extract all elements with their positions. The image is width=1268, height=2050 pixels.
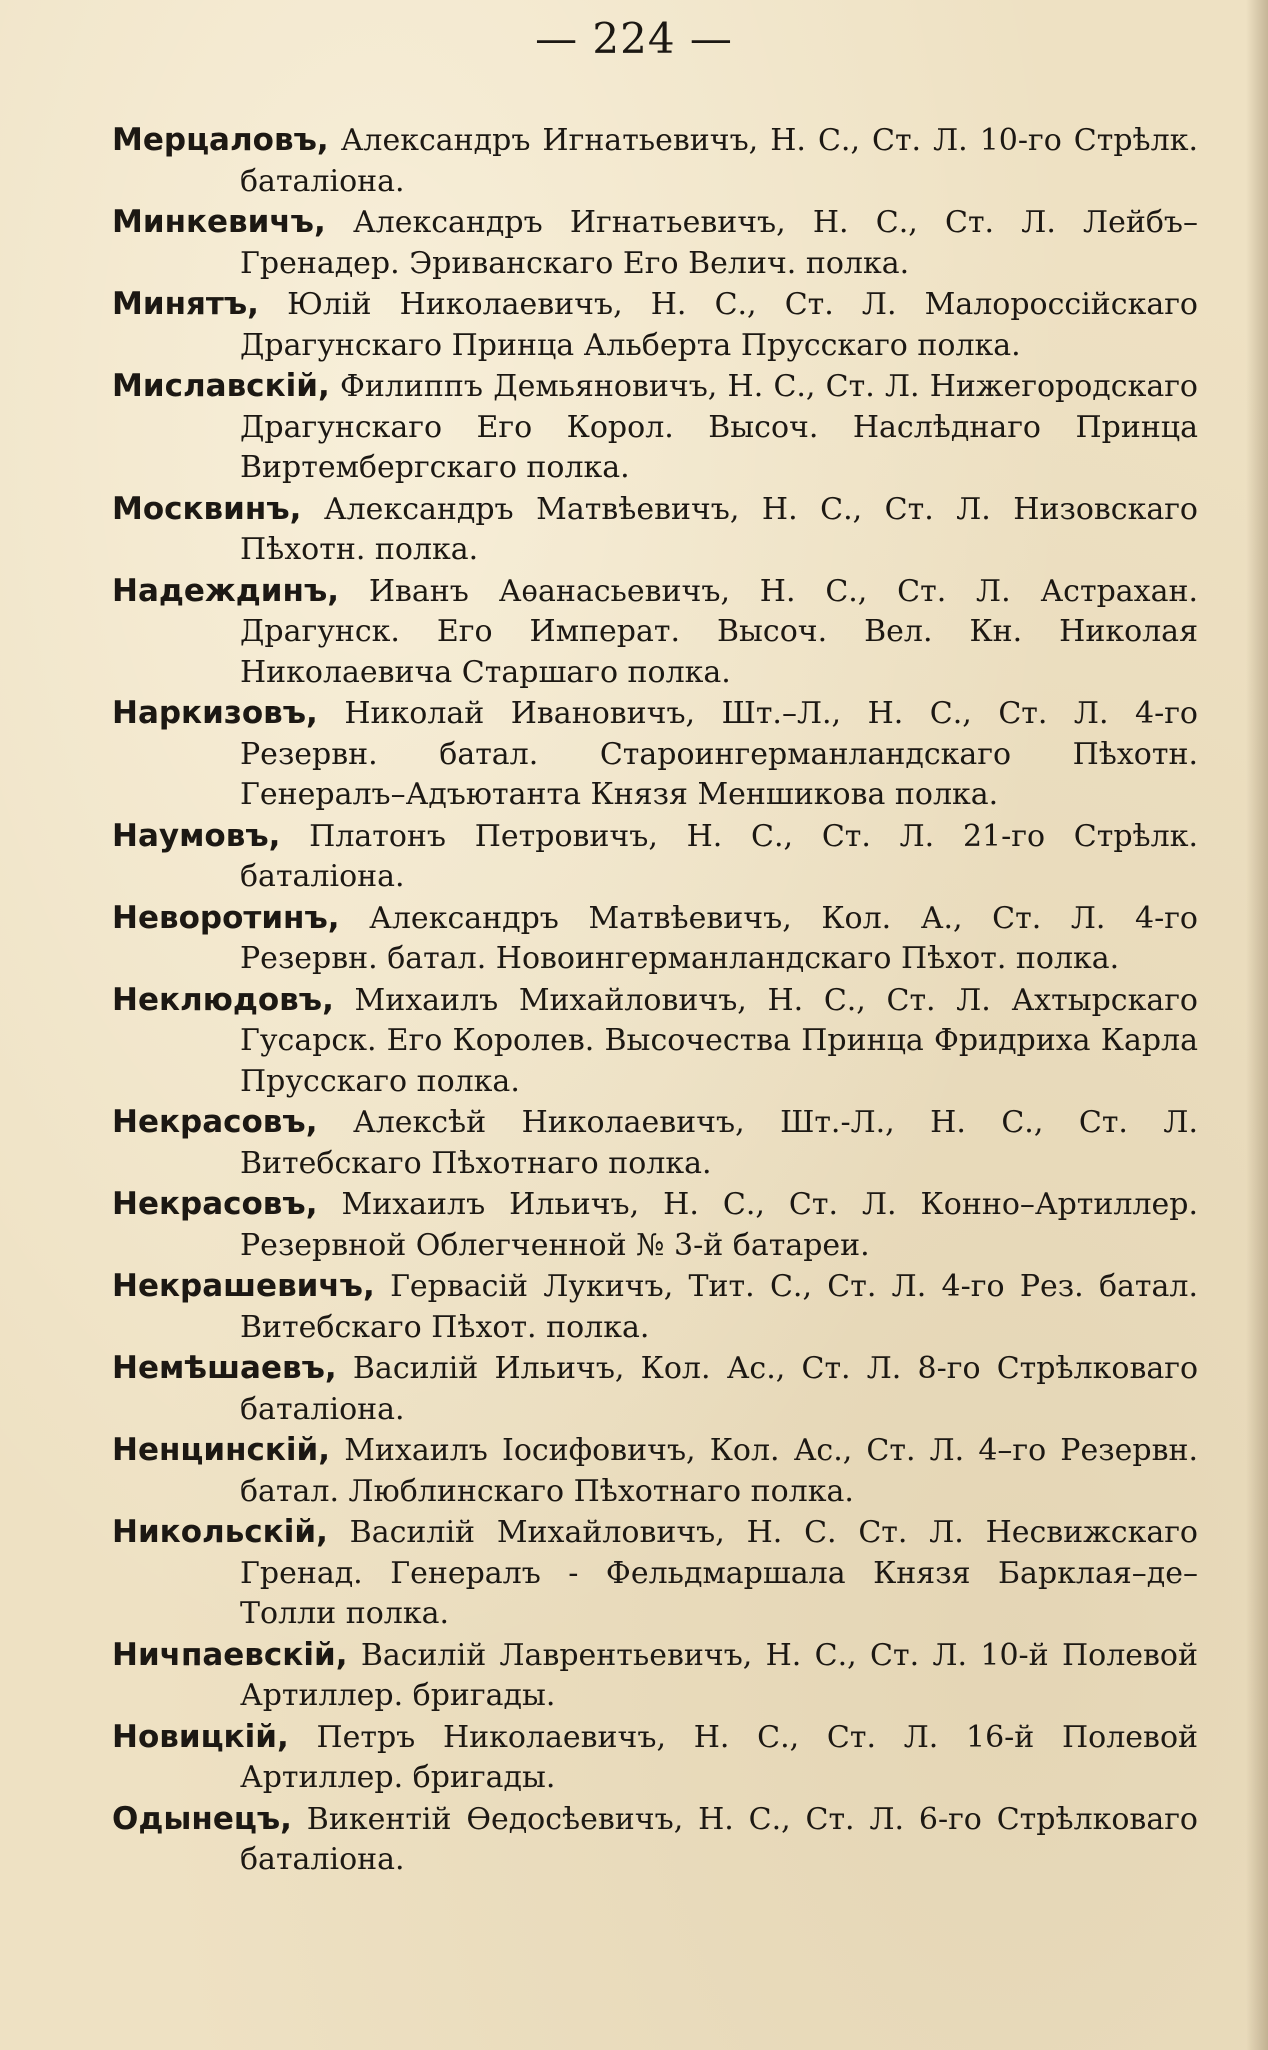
entry-surname: Наумовъ,	[112, 817, 281, 854]
register-entry	[112, 1717, 1198, 1799]
register-entry	[112, 1348, 1198, 1430]
register-entry	[112, 1102, 1198, 1184]
entry-text: Николай Ивановичъ, Шт.–Л., Н. С., Ст. Л. 4-го Резервн. батал. Староингерманландскаго Пѣхотн. Генералъ–Адъютанта Князя Меншикова полка.	[240, 696, 1198, 812]
entry-text: Алексѣй Николаевичъ, Шт.-Л., Н. С., Ст. Л. Витебскаго Пѣхотнаго полка.	[240, 1105, 1198, 1181]
entry-text: Василій Ильичъ, Кол. Ас., Ст. Л. 8-го Стрѣлковаго баталіона.	[240, 1351, 1199, 1427]
entry-text: Михаилъ Ильичъ, Н. С., Ст. Л. Конно–Артиллер. Резервной Облегченной № 3-й батареи.	[240, 1187, 1199, 1263]
entry-text: Александръ Игнатьевичъ, Н. С., Ст. Л. Лейбъ–Гренадер. Эриванскаго Его Велич. полка.	[240, 205, 1198, 281]
entry-text: Александръ Матвѣевичъ, Кол. А., Ст. Л. 4-го Резервн. батал. Новоингерманландскаго Пѣхот. полка.	[240, 900, 1198, 976]
entry-text: Александръ Игнатьевичъ, Н. С., Ст. Л. 10-го Стрѣлк. баталіона.	[240, 123, 1198, 199]
register-entries	[112, 120, 1198, 1881]
entry-surname: Москвинъ,	[112, 490, 302, 527]
entry-text: Платонъ Петровичъ, Н. С., Ст. Л. 21-го Стрѣлк. баталіона.	[240, 818, 1198, 894]
entry-surname: Надеждинъ,	[112, 572, 340, 609]
register-entry	[112, 980, 1198, 1103]
entry-text: Василій Михайловичъ, Н. С. Ст. Л. Несвижскаго Гренад. Генералъ - Фельдмаршала Князя Барклая–де–Толли полка.	[240, 1515, 1198, 1631]
entry-surname: Некрасовъ,	[112, 1186, 318, 1222]
entry-surname: Некрашевичъ,	[112, 1268, 375, 1304]
entry-text: Юлій Николаевичъ, Н. С., Ст. Л. Малороссійскаго Драгунскаго Принца Альберта Прусскаго полка.	[240, 287, 1198, 363]
page-edge-shadow	[1246, 0, 1268, 2050]
entry-text: Гервасій Лукичъ, Тит. С., Ст. Л. 4-го Рез. батал. Витебскаго Пѣхот. полка.	[240, 1269, 1198, 1345]
entry-surname: Неворотинъ,	[112, 899, 340, 936]
entry-text: Михаилъ Михайловичъ, Н. С., Ст. Л. Ахтырскаго Гусарск. Его Королев. Высочества Принца Фридриха Карла Прусскаго полка.	[240, 982, 1198, 1099]
register-entry	[112, 1430, 1198, 1512]
entry-surname: Мерцаловъ,	[112, 122, 329, 158]
register-entry	[112, 1799, 1198, 1881]
entry-surname: Ненцинскій,	[112, 1432, 331, 1468]
register-entry	[112, 1266, 1198, 1348]
entry-text: Викентій Ѳедосѣевичъ, Н. С., Ст. Л. 6-го Стрѣлковаго баталіона.	[240, 1801, 1198, 1877]
entry-surname: Новицкій,	[112, 1718, 289, 1755]
register-entry	[112, 571, 1198, 694]
register-entry	[112, 120, 1198, 202]
entry-surname: Наркизовъ,	[112, 695, 318, 731]
entry-text: Александръ Матвѣевичъ, Н. С., Ст. Л. Низовскаго Пѣхотн. полка.	[240, 491, 1198, 567]
register-entry	[112, 898, 1198, 980]
register-entry	[112, 489, 1198, 571]
register-entry	[112, 284, 1198, 366]
entry-surname: Неклюдовъ,	[112, 981, 334, 1018]
register-entry	[112, 693, 1198, 816]
entry-text: Михаилъ Іосифовичъ, Кол. Ас., Ст. Л. 4–го Резервн. батал. Люблинскаго Пѣхотнаго полка.	[240, 1433, 1198, 1509]
entry-surname: Ничпаевскій,	[112, 1636, 348, 1673]
entry-text: Василій Лаврентьевичъ, Н. С., Ст. Л. 10-й Полевой Артиллер. бригады.	[240, 1637, 1198, 1713]
register-entry	[112, 202, 1198, 284]
entry-text: Петръ Николаевичъ, Н. С., Ст. Л. 16-й Полевой Артиллер. бригады.	[240, 1719, 1199, 1795]
entry-surname: Одынецъ,	[112, 1800, 292, 1837]
register-entry	[112, 816, 1198, 898]
register-entry	[112, 366, 1198, 489]
register-entry	[112, 1184, 1198, 1266]
register-entry	[112, 1635, 1198, 1717]
page-number: — 224 —	[535, 14, 733, 63]
entry-surname: Минятъ,	[112, 286, 259, 322]
entry-text: Филиппъ Демьяновичъ, Н. С., Ст. Л. Нижегородскаго Драгунскаго Его Корол. Высоч. Наслѣднаго Принца Виртембергскаго полка.	[240, 369, 1198, 485]
entry-surname: Минкевичъ,	[112, 204, 326, 240]
entry-text: Иванъ Аѳанасьевичъ, Н. С., Ст. Л. Астрахан. Драгунск. Его Императ. Высоч. Вел. Кн. Николая Николаевича Старшаго полка.	[240, 573, 1198, 690]
entry-surname: Некрасовъ,	[112, 1104, 318, 1140]
register-entry	[112, 1512, 1198, 1635]
entry-surname: Немѣшаевъ,	[112, 1350, 337, 1386]
entry-surname: Никольскій,	[112, 1514, 328, 1550]
entry-surname: Миславскій,	[112, 368, 330, 404]
